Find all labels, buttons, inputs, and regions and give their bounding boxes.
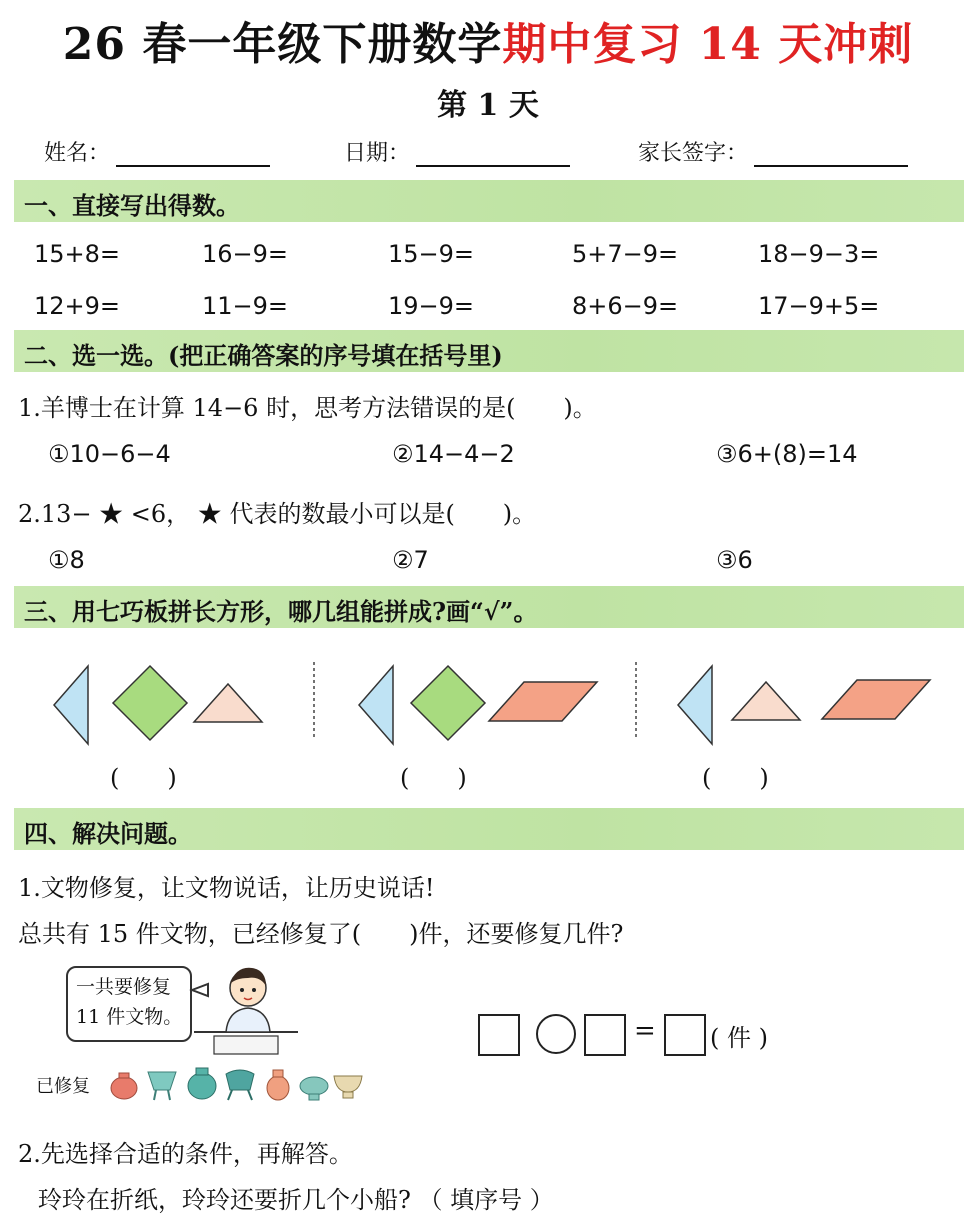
date-field-line[interactable] (416, 141, 570, 167)
section2-heading: 二、选一选。(把正确答案的序号填在括号里) (24, 341, 503, 370)
speech-bubble (66, 966, 192, 1042)
option-2-2-b: ②7 (392, 546, 429, 574)
section4-band (14, 808, 964, 850)
parent-signature-line[interactable] (754, 141, 908, 167)
calc-item: 5+7−9= (572, 240, 679, 268)
title-red: 期中复习 14 天冲刺 (502, 19, 914, 70)
answer-box[interactable] (478, 1014, 520, 1056)
pink-triangle-shape (732, 682, 800, 720)
answer-box[interactable] (664, 1014, 706, 1056)
problem-4-2-line1: 2.先选择合适的条件，再解答。 (18, 1140, 353, 1168)
problem-4-2-line2: 玲玲在折纸，玲玲还要折几个小船? （ 填序号 ） (38, 1186, 554, 1214)
day-label: 第 1 天 (437, 88, 539, 123)
blue-triangle-shape (54, 666, 88, 744)
calc-item: 11−9= (202, 292, 289, 320)
section3-band (14, 586, 964, 628)
tripod-icon (226, 1070, 254, 1100)
orange-parallelogram-shape (489, 682, 597, 721)
bubble-line-1: 一共要修复 (76, 976, 172, 998)
calc-item: 17−9+5= (758, 292, 880, 320)
option-2-2-c: ③6 (716, 546, 753, 574)
answer-paren-2[interactable]: ( ) (400, 764, 467, 792)
bowl-icon (334, 1076, 362, 1098)
blue-triangle-shape (678, 666, 712, 744)
option-2-1-b: ②14−4−2 (392, 440, 515, 468)
ewer-icon (300, 1077, 328, 1100)
date-field-label: 日期： (344, 141, 411, 166)
bubble-line-2: 11 件文物。 (76, 1006, 183, 1028)
date-field[interactable] (344, 136, 570, 167)
teapot-icon (111, 1073, 137, 1099)
section3-heading: 三、用七巧板拼长方形，哪几组能拼成?画“√”。 (24, 597, 538, 626)
green-square-shape (113, 666, 187, 740)
doctor-illustration (186, 960, 306, 1060)
equals-sign: = (634, 1016, 656, 1046)
calc-item: 18−9−3= (758, 240, 880, 268)
option-2-1-a: ①10−6−4 (48, 440, 171, 468)
question-2-1: 1.羊博士在计算 14−6 时，思考方法错误的是( )。 (18, 394, 597, 422)
tangram-figures (0, 650, 976, 750)
equation-unit: ( 件 ) (710, 1024, 768, 1052)
relic-icons (106, 1062, 366, 1106)
page-title (0, 8, 976, 72)
section1-heading: 一、直接写出得数。 (24, 191, 240, 220)
calc-item: 15+8= (34, 240, 121, 268)
jar-icon (267, 1070, 289, 1100)
name-field-line[interactable] (116, 141, 270, 167)
title-black: 26 春一年级下册数学 (62, 19, 503, 70)
problem-4-1-line1: 1.文物修复，让文物说话，让历史说话! (18, 874, 435, 902)
orange-parallelogram-shape (822, 680, 930, 719)
option-2-2-a: ①8 (48, 546, 85, 574)
problem-4-1-line2: 总共有 15 件文物，已经修复了( )件，还要修复几件? (18, 920, 624, 948)
parent-signature-field[interactable] (638, 136, 908, 167)
calc-item: 8+6−9= (572, 292, 679, 320)
name-field-label: 姓名： (44, 141, 111, 166)
section4-heading: 四、解决问题。 (24, 819, 192, 848)
green-square-shape (411, 666, 485, 740)
operator-circle[interactable] (536, 1014, 576, 1054)
section2-band (14, 330, 964, 372)
answer-paren-1[interactable]: ( ) (110, 764, 177, 792)
pink-triangle-shape (194, 684, 262, 722)
section1-band (14, 180, 964, 222)
calc-item: 12+9= (34, 292, 121, 320)
option-2-1-c: ③6+(8)=14 (716, 440, 858, 468)
blue-triangle-shape (359, 666, 393, 744)
calc-item: 15−9= (388, 240, 475, 268)
answer-paren-3[interactable]: ( ) (702, 764, 769, 792)
vase-icon (188, 1068, 216, 1099)
calc-item: 16−9= (202, 240, 289, 268)
name-field[interactable] (44, 136, 270, 167)
parent-signature-label: 家长签字： (638, 141, 749, 166)
calc-item: 19−9= (388, 292, 475, 320)
bronze-vessel-icon (148, 1072, 176, 1100)
repaired-label: 已修复 (36, 1076, 90, 1097)
question-2-2: 2.13− ★ <6， ★ 代表的数最小可以是( )。 (18, 500, 537, 528)
answer-box[interactable] (584, 1014, 626, 1056)
